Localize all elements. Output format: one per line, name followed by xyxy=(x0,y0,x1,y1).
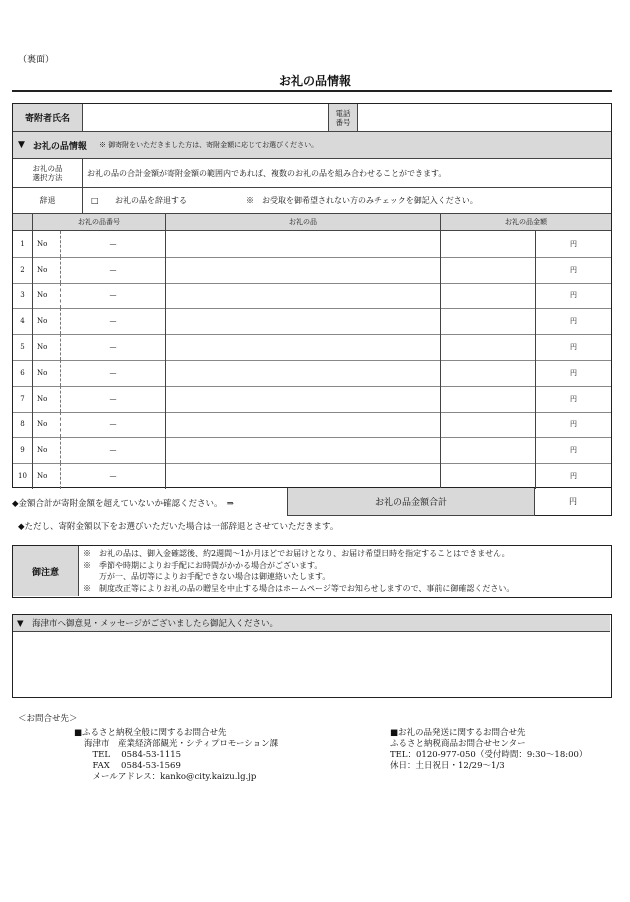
total-label-text: お礼の品金額合計 xyxy=(374,498,447,508)
partial-decline-note: ◆ただし、寄附金額以下をお選びいただいた場合は一部辞退とさせていただきます。 xyxy=(18,522,339,532)
gift-amount-field[interactable] xyxy=(441,308,536,334)
total-label xyxy=(287,488,535,516)
row-yen-label: 円 xyxy=(570,420,577,429)
contact-section xyxy=(18,714,618,804)
table-header-item-text: お礼の品 xyxy=(289,218,317,226)
gift-name-field[interactable] xyxy=(166,334,441,360)
decline-label xyxy=(13,188,83,213)
message-heading-text: ▼ 海津市へ御意見・メッセージがございましたら御記入ください。 xyxy=(17,619,279,629)
contact-left-heading: ■ふるさと納税全般に関するお問合せ先 xyxy=(74,728,227,738)
gift-amount-field[interactable] xyxy=(441,463,536,489)
row-yen-label: 円 xyxy=(570,368,577,377)
gift-number-field[interactable]: — xyxy=(60,231,166,257)
row-no-label: No xyxy=(37,394,48,403)
row-index: 1 xyxy=(13,231,33,257)
gift-number-field[interactable]: — xyxy=(60,412,166,438)
total-amount-field[interactable] xyxy=(535,488,612,516)
notice-box xyxy=(12,545,612,598)
contact-title: ＜お問合せ先＞ xyxy=(18,714,78,724)
gift-amount-field[interactable] xyxy=(441,334,536,360)
notice-line-1: ※ お礼の品は、御入金確認後、約2週間～1か月ほどでお届けとなり、お届け希望日時を指定することはできません。 xyxy=(83,549,510,558)
gift-name-field[interactable] xyxy=(166,257,441,283)
row-no-label: No xyxy=(37,343,48,352)
row-yen-label: 円 xyxy=(570,239,577,248)
decline-text xyxy=(115,188,245,213)
gift-name-field[interactable] xyxy=(166,360,441,386)
contact-left-tel: TEL 0584-53-1115 xyxy=(84,750,182,760)
gift-amount-field[interactable] xyxy=(441,412,536,438)
row-index: 9 xyxy=(13,437,33,463)
donor-name-label xyxy=(13,104,83,131)
row-index: 4 xyxy=(13,308,33,334)
contact-left-fax: FAX 0584-53-1569 xyxy=(84,761,181,771)
selection-method-label xyxy=(13,159,83,187)
decline-text-content: お礼の品を辞退する xyxy=(115,196,187,205)
contact-right-heading: ■お礼の品発送に関するお問合せ先 xyxy=(390,728,526,738)
gift-amount-field[interactable] xyxy=(441,231,536,257)
gift-amount-field[interactable] xyxy=(441,283,536,309)
phone-label-line2: 番号 xyxy=(335,117,351,127)
decline-checkbox[interactable] xyxy=(91,188,111,213)
gift-number-field[interactable]: — xyxy=(60,257,166,283)
contact-left xyxy=(74,728,374,783)
contact-right-center: ふるさと納税商品お問合せセンター xyxy=(390,739,526,749)
title-divider xyxy=(12,90,612,92)
gift-amount-field[interactable] xyxy=(441,360,536,386)
table-header-amount xyxy=(441,214,611,230)
row-no-label: No xyxy=(37,317,48,326)
section-arrow-icon: ▼ xyxy=(18,140,25,150)
row-index: 5 xyxy=(13,334,33,360)
gift-name-field[interactable] xyxy=(166,386,441,412)
notice-lines xyxy=(83,548,608,594)
row-yen-label: 円 xyxy=(570,343,577,352)
total-note-text: ◆金額合計が寄附金額を超えていないか確認ください。 ⇒ xyxy=(12,498,234,509)
selection-method-text xyxy=(87,159,607,187)
donor-name-field[interactable] xyxy=(83,104,328,131)
gift-amount-field[interactable] xyxy=(441,257,536,283)
page-title: お礼の品情報 xyxy=(278,74,351,88)
contact-right xyxy=(390,728,630,772)
decline-label-text: 辞退 xyxy=(39,196,56,205)
message-box xyxy=(12,614,612,698)
row-index: 2 xyxy=(13,257,33,283)
contact-left-email: メールアドレス：kanko@city.kaizu.lg.jp xyxy=(84,772,257,782)
table-header-item xyxy=(166,214,441,230)
gift-amount-field[interactable] xyxy=(441,386,536,412)
gift-amount-field[interactable] xyxy=(441,437,536,463)
total-note xyxy=(12,489,287,516)
gift-number-field[interactable]: — xyxy=(60,334,166,360)
message-field[interactable] xyxy=(13,633,610,696)
gift-name-field[interactable] xyxy=(166,308,441,334)
notice-line-4: ※ 制度改正等によりお礼の品の贈呈を中止する場合はホームページ等でお知らせしますので、事前に御確認ください。 xyxy=(83,583,515,593)
row-no-label: No xyxy=(37,420,48,429)
table-header-amount-text: お礼の品金額 xyxy=(505,218,547,226)
row-no-label: No xyxy=(37,291,48,300)
row-index: 7 xyxy=(13,386,33,412)
gift-section-title: お礼の品情報 xyxy=(32,141,87,152)
selection-method-label-line2: 選択方法 xyxy=(32,173,63,182)
table-header-index xyxy=(13,214,33,230)
side-label: （裏面） xyxy=(18,55,55,65)
notice-line-2: ※ 季節や時期によりお手配にお時間がかかる場合がございます。 xyxy=(83,560,323,570)
gift-name-field[interactable] xyxy=(166,231,441,257)
contact-right-holiday: 休日：土日祝日・12/29～1/3 xyxy=(390,761,505,771)
donor-name-label-text: 寄附者氏名 xyxy=(24,114,70,124)
table-header-number xyxy=(33,214,166,230)
row-yen-label: 円 xyxy=(570,317,577,326)
row-yen-label: 円 xyxy=(570,291,577,300)
gift-number-field[interactable]: — xyxy=(60,437,166,463)
gift-number-field[interactable]: — xyxy=(60,463,166,489)
message-heading xyxy=(13,615,610,632)
gift-name-field[interactable] xyxy=(166,412,441,438)
total-yen-text: 円 xyxy=(569,497,577,506)
gift-form xyxy=(12,103,612,488)
gift-section-note: ※ 御寄附をいただきました方は、寄附金額に応じてお選びください。 xyxy=(98,141,319,149)
gift-number-field[interactable]: — xyxy=(60,360,166,386)
notice-heading-text: 御注意 xyxy=(31,567,59,578)
gift-name-field[interactable] xyxy=(166,283,441,309)
phone-field[interactable] xyxy=(358,104,611,131)
decline-note-content: ※ お受取を御希望されない方のみチェックを御記入ください。 xyxy=(246,196,478,205)
gift-name-field[interactable] xyxy=(166,437,441,463)
row-index: 10 xyxy=(13,463,33,489)
decline-note xyxy=(246,188,606,213)
row-no-label: No xyxy=(37,265,48,274)
row-yen-label: 円 xyxy=(570,472,577,481)
row-yen-label: 円 xyxy=(570,394,577,403)
notice-line-3: 万が一、品切等によりお手配できない場合は御連絡いたします。 xyxy=(83,572,331,581)
selection-method-text-content: お礼の品の合計金額が寄附金額の範囲内であれば、複数のお礼の品を組み合わせることができます。 xyxy=(87,168,447,178)
row-yen-label: 円 xyxy=(570,265,577,274)
phone-label xyxy=(328,104,358,131)
row-no-label: No xyxy=(37,368,48,377)
row-index: 3 xyxy=(13,283,33,309)
contact-left-dept: 海津市 産業経済部観光・シティプロモーション課 xyxy=(84,739,279,749)
gift-number-field[interactable]: — xyxy=(60,283,166,309)
phone-label-line1: 電話 xyxy=(335,108,351,118)
checkbox-icon[interactable]: □ xyxy=(91,196,99,205)
gift-name-field[interactable] xyxy=(166,463,441,489)
row-index: 8 xyxy=(13,412,33,438)
notice-heading xyxy=(13,546,79,596)
row-no-label: No xyxy=(37,472,48,481)
row-no-label: No xyxy=(37,446,48,455)
row-no-label: No xyxy=(37,239,48,248)
contact-right-tel: TEL：0120-977-050（受付時間：9:30～18:00） xyxy=(390,750,588,760)
row-index: 6 xyxy=(13,360,33,386)
selection-method-label-line1: お礼の品 xyxy=(32,163,63,173)
table-header-number-text: お礼の品番号 xyxy=(78,218,120,226)
gift-number-field[interactable]: — xyxy=(60,386,166,412)
row-yen-label: 円 xyxy=(570,446,577,455)
gift-section-header xyxy=(13,132,611,158)
gift-number-field[interactable]: — xyxy=(60,308,166,334)
